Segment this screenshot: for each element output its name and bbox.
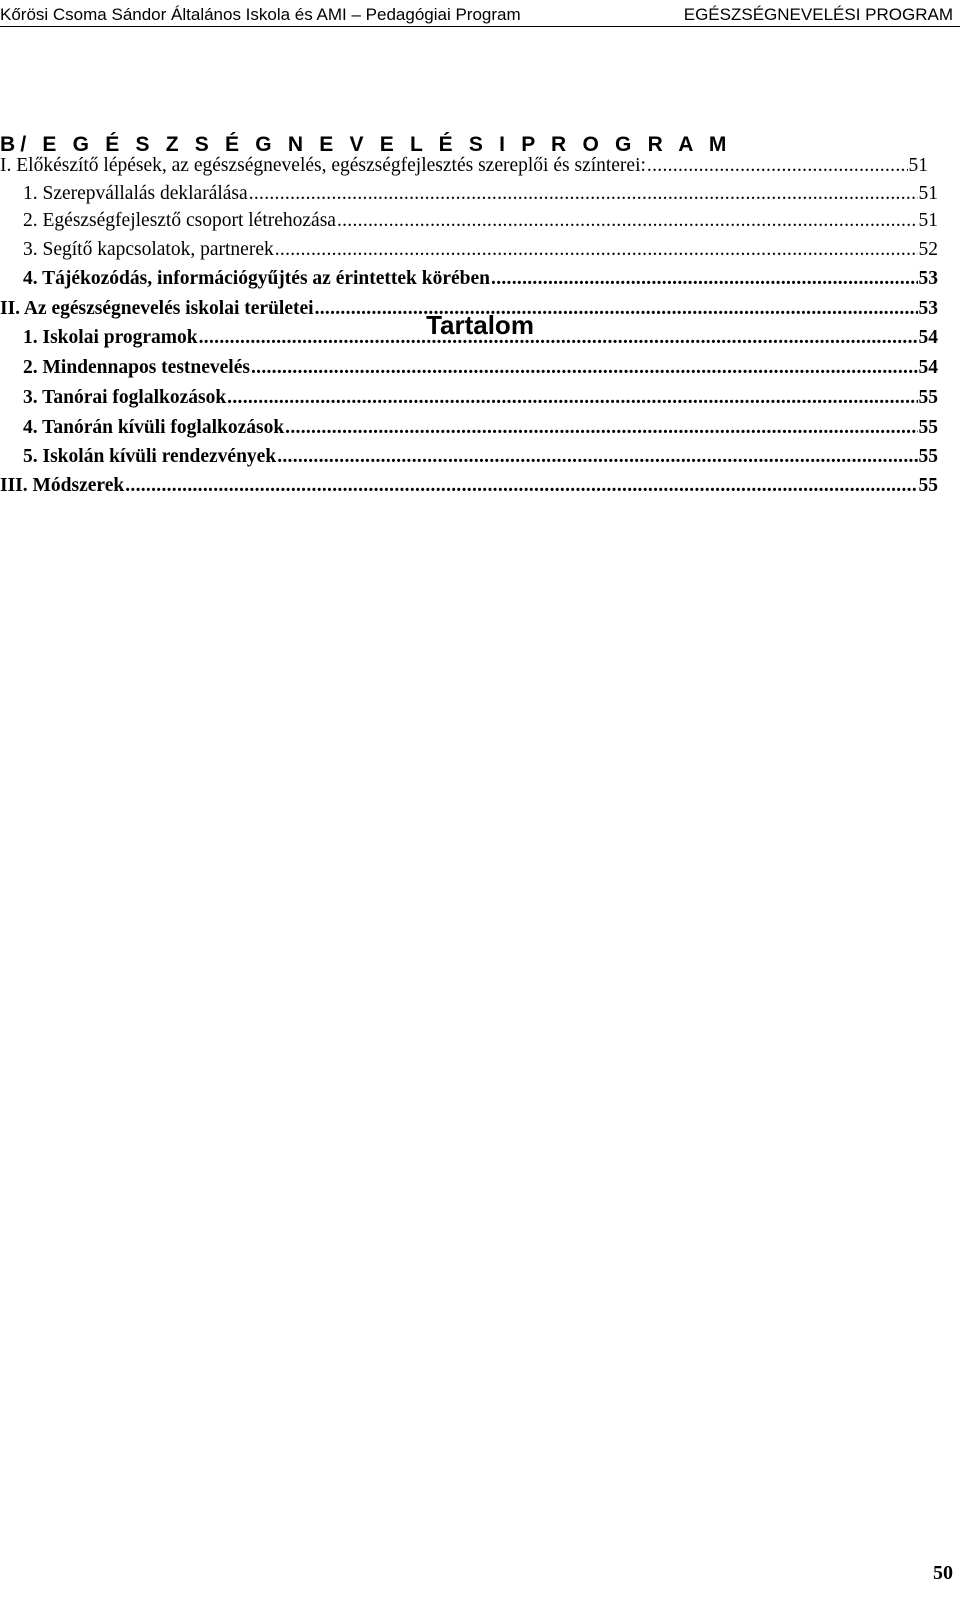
toc-leader-dots (337, 208, 918, 234)
toc-leader-dots (647, 153, 908, 179)
toc-entry-page: 55 (918, 417, 938, 438)
toc-entry-page: 54 (918, 357, 938, 378)
toc-entry-label: 3. Tanórai foglalkozások (23, 387, 227, 408)
toc-entry-11[interactable] (23, 444, 938, 470)
toc-entry-page: 55 (918, 475, 938, 496)
toc-entry-label: 1. Szerepvállalás deklarálása (23, 183, 248, 204)
page-header (0, 4, 960, 27)
toc-entry-label: 5. Iskolán kívüli rendezvények (23, 446, 277, 467)
toc-entry-8[interactable] (23, 355, 938, 381)
toc-entry-10[interactable] (23, 415, 938, 441)
toc-entry-label: 3. Segítő kapcsolatok, partnerek (23, 239, 274, 260)
toc-entry-page: 52 (918, 239, 938, 260)
section-title: B/ E G É S Z S É G N E V E L É S I P R O G R A M (0, 133, 732, 156)
toc-entry-label: III. Módszerek (0, 475, 125, 496)
toc-heading: Tartalom (426, 310, 534, 340)
header-school-program: Kőrösi Csoma Sándor Általános Iskola és AMI – Pedagógiai Program (0, 5, 521, 24)
toc-leader-dots (277, 444, 917, 470)
toc-entry-label: 2. Mindennapos testnevelés (23, 357, 250, 378)
toc-entry-page: 54 (918, 327, 938, 348)
toc-entry-label: 2. Egészségfejlesztő csoport létrehozása (23, 210, 336, 231)
toc-leader-dots (227, 385, 917, 411)
toc-leader-dots (285, 415, 917, 441)
toc-leader-dots (315, 296, 918, 322)
page-number: 50 (933, 1562, 953, 1584)
toc-entry-7[interactable] (23, 325, 938, 351)
header-program-title: EGÉSZSÉGNEVELÉSI PROGRAM (683, 5, 953, 24)
toc-entry-12[interactable] (0, 473, 938, 499)
toc-entry-4[interactable] (23, 237, 938, 263)
toc-leader-dots (249, 181, 918, 207)
toc-entry-2[interactable] (23, 181, 938, 207)
toc-entry-page: 51 (918, 210, 938, 231)
toc-entry-label: 1. Iskolai programok (23, 327, 198, 348)
toc-entry-page: 55 (918, 387, 938, 408)
toc-entry-page: 53 (918, 298, 938, 319)
toc-leader-dots (125, 473, 917, 499)
toc-entry-5[interactable] (23, 266, 938, 292)
toc-leader-dots (199, 325, 918, 351)
toc-leader-dots (251, 355, 918, 381)
toc-entry-label: II. Az egészségnevelés iskolai területei (0, 298, 314, 319)
toc-entry-9[interactable] (23, 385, 938, 411)
toc-leader-dots (491, 266, 917, 292)
toc-entry-3[interactable] (23, 208, 938, 234)
toc-leader-dots (275, 237, 918, 263)
toc-entry-label: 4. Tanórán kívüli foglalkozások (23, 417, 285, 438)
toc-entry-label: I. Előkészítő lépések, az egészségnevelés, egészségfejlesztés szereplői és színterei: (0, 155, 646, 176)
toc-entry-6[interactable] (0, 296, 938, 322)
toc-entry-page: 51 (918, 183, 938, 204)
toc-entry-page: 51 (908, 155, 928, 176)
toc-entry-label: 4. Tájékozódás, információgyűjtés az érintettek körében (23, 268, 491, 289)
toc-entry-page: 55 (918, 446, 938, 467)
toc-entry-page: 53 (918, 268, 938, 289)
toc-entry-1[interactable] (0, 153, 928, 179)
